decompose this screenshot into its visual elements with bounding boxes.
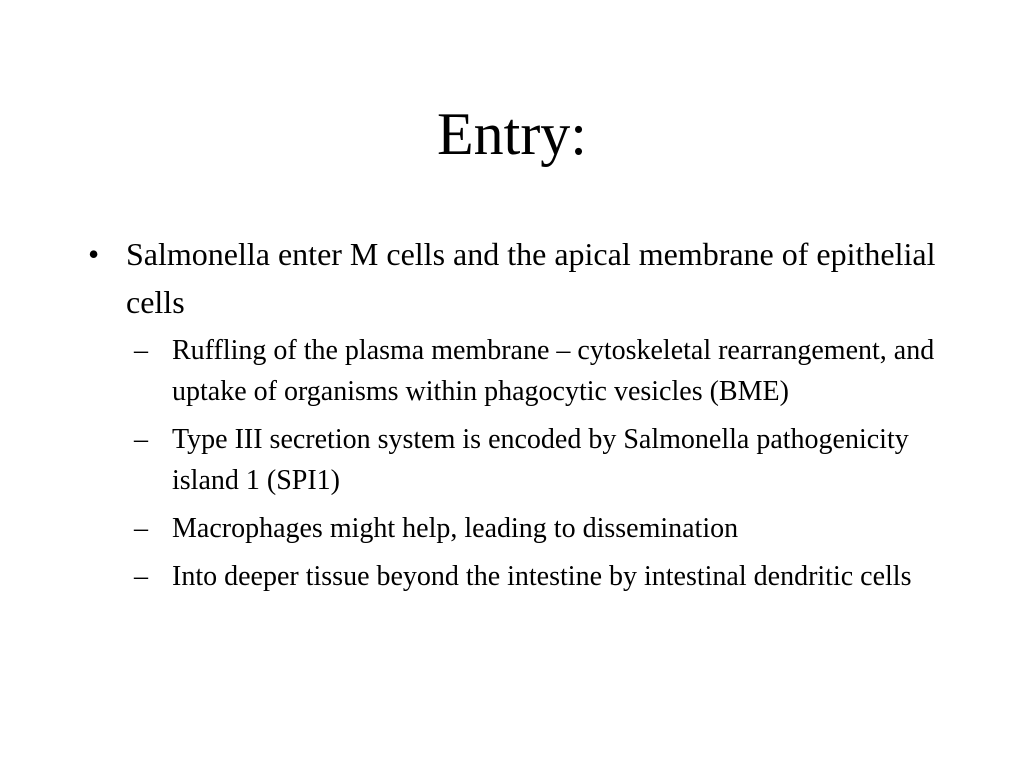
- bullet-item: [88, 230, 948, 597]
- slide-title: Entry:: [437, 101, 587, 167]
- sub-bullet-text: Type III secretion system is encoded by Salmonella pathogenicity island 1 (SPI1): [172, 424, 909, 496]
- sub-bullet-item: [134, 508, 948, 549]
- bullet-list: [88, 230, 948, 604]
- sub-bullet-marker: –: [134, 424, 148, 455]
- sub-bullet-item: [134, 419, 948, 501]
- sub-bullet-marker: –: [134, 561, 148, 592]
- sub-bullet-marker: –: [134, 335, 148, 366]
- sub-bullet-item: [134, 556, 948, 597]
- bullet-marker: •: [88, 236, 100, 272]
- sub-bullet-text: Into deeper tissue beyond the intestine by intestinal dendritic cells: [172, 561, 912, 592]
- sub-bullet-text: Macrophages might help, leading to dissemination: [172, 513, 739, 544]
- bullet-text: Salmonella enter M cells and the apical membrane of epithelial cells: [126, 236, 936, 320]
- sub-bullet-list: [134, 330, 948, 597]
- sub-bullet-marker: –: [134, 513, 148, 544]
- sub-bullet-item: [134, 330, 948, 412]
- sub-bullet-text: Ruffling of the plasma membrane – cytoskeletal rearrangement, and uptake of organisms within phagocytic vesicles (BME): [172, 335, 935, 407]
